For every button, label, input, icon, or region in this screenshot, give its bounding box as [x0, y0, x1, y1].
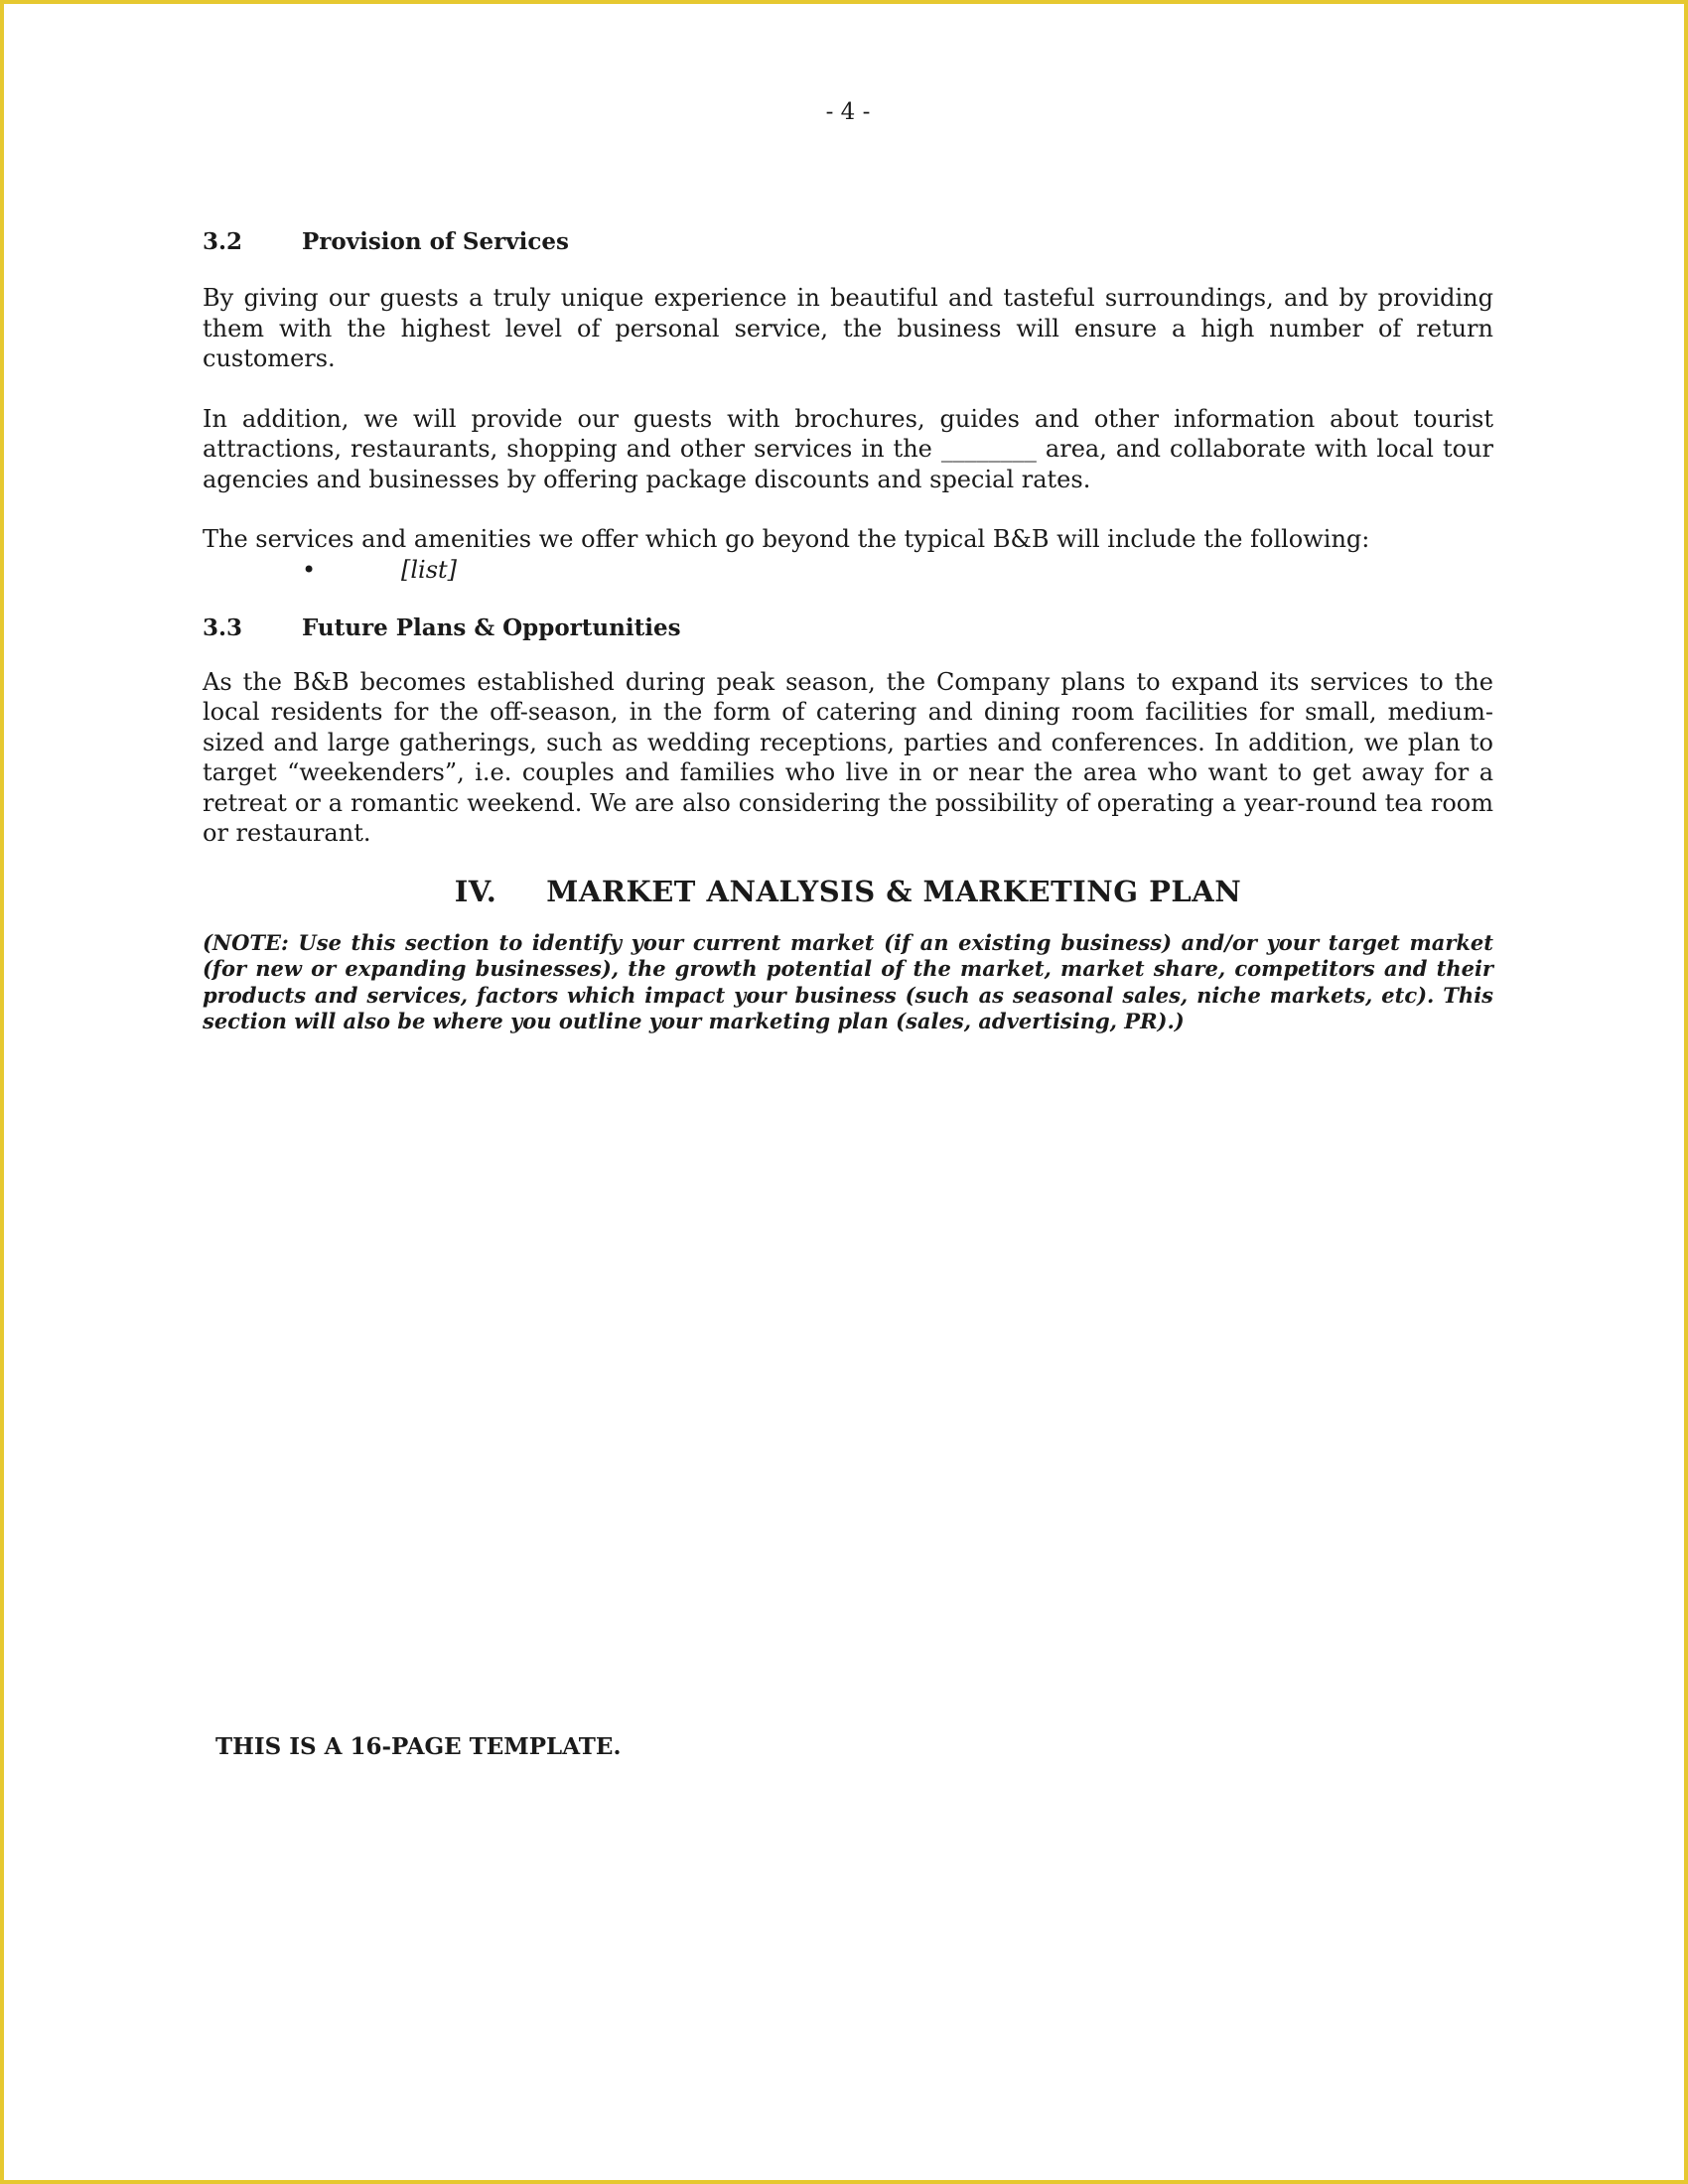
section-number: IV.: [454, 874, 497, 908]
section-title: MARKET ANALYSIS & MARKETING PLAN: [546, 874, 1242, 908]
section-number: 3.3: [203, 614, 243, 641]
section-3-3-heading: [203, 614, 1493, 641]
paragraph: The services and amenities we offer which go beyond the typical B&B will include the following:: [203, 525, 1370, 553]
section-title: Future Plans & Opportunities: [302, 614, 681, 641]
section-note: (NOTE: Use this section to identify your current market (if an existing business) and/or your target market (for new or expanding businesses), the growth potential of the market, market share, competitors and their products and services, factors which impact your business (such as seasonal sales, niche markets, etc). This section will also be where you outline your marketing plan (sales, advertising, PR).): [203, 929, 1493, 1033]
list-placeholder: [list]: [401, 555, 458, 584]
page-number: - 4 -: [825, 99, 871, 125]
bullet-icon: •: [302, 555, 317, 584]
section-title: Provision of Services: [302, 228, 569, 255]
page-content: [203, 228, 1493, 1035]
paragraph: By giving our guests a truly unique experience in beautiful and tasteful surroundings, and by providing them with the highest level of personal service, the business will ensure a high number of return customers.: [203, 284, 1493, 372]
paragraph: In addition, we will provide our guests with brochures, guides and other information about tourist attractions, restaurants, shopping and other services in the ________ area, and collaborate with local tour agencies and businesses by offering package discounts and special rates.: [203, 404, 1493, 493]
list-item: [302, 555, 1493, 585]
section-3-2-heading: [203, 228, 1493, 255]
paragraph: As the B&B becomes established during peak season, the Company plans to expand its services to the local residents for the off-season, in the form of catering and dining room facilities for small, medium-sized and large gatherings, such as wedding receptions, parties and conferences. In addition, we plan to target “weekenders”, i.e. couples and families who live in or near the area who want to get away for a retreat or a romantic weekend. We are also considering the possibility of operating a year-round tea room or restaurant.: [203, 667, 1493, 847]
section-number: 3.2: [203, 228, 243, 255]
template-notice: THIS IS A 16-PAGE TEMPLATE.: [215, 1733, 622, 1760]
section-iv-heading: [203, 875, 1493, 908]
